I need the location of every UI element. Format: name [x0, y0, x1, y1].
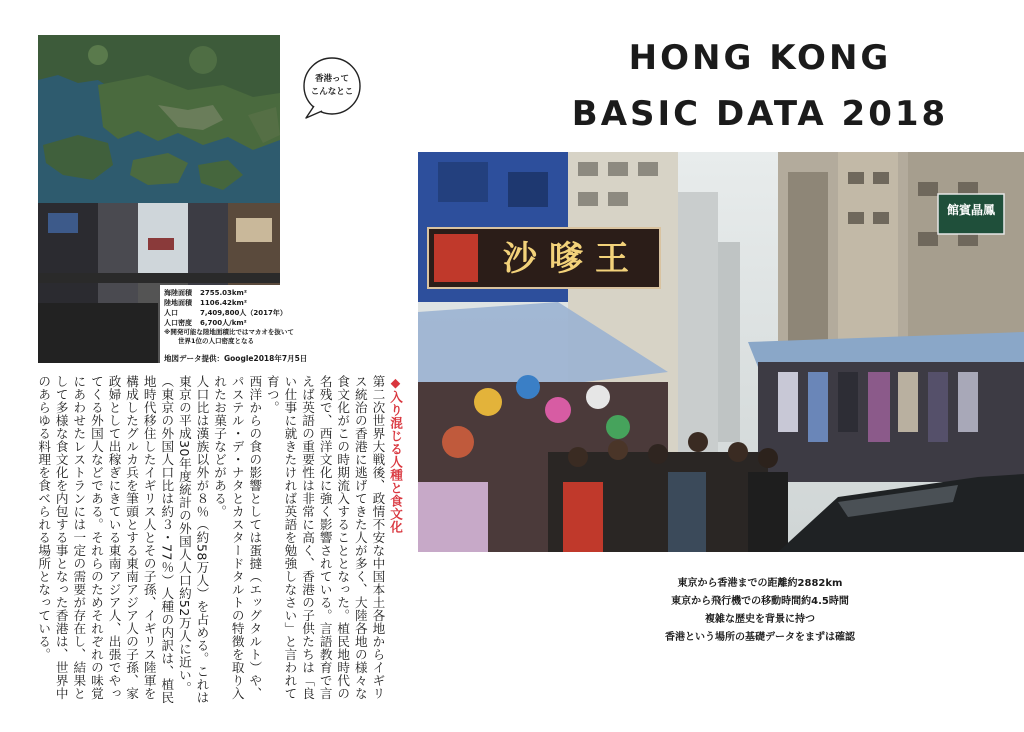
article-paragraph: 第二次世界大戦後、政情不安な中国本土各地からイギリス統治の香港に逃げてきた人が多く、大陸各地の様々な食文化がこの時期流入することとなった。植民地時代の名残で、西洋文化に強く影響されている。言語教育で言えば英語の重要性は非常に高く、香港の子供たちは「良い仕事に就きたければ英語を勉強しなさい」と言われて育つ。	[264, 375, 386, 700]
market-street-photo	[418, 152, 1024, 552]
article-heading: ◆入り混じる人種と食文化	[388, 375, 403, 534]
bubble-line2: こんなとこ	[310, 87, 354, 97]
page-title	[560, 30, 960, 142]
stat-row	[164, 318, 310, 328]
article-paragraph: 人口比は漢族以外が８％（約58万人）を占める。これは東京の平成30年度統計の外国人人口約52万人に近い。（東京の外国人口比は約３・77％）人種の内訳は、植民地時代移住したイギリス人とその子孫、イギリス陸軍を構成したグルカ兵を筆頭とする東南アジア人の子孫、家政婦として出稼ぎにきている東南アジア人、出張でやってくる外国人などである。それらのためそれぞれの味覚にあわせたレストランには一定の需要が存在し、結果として多様な食文化を内包する事となった香港は、世界中のあらゆる料理を食べられる場所となっている。	[36, 375, 210, 704]
caption-line: 東京から香港までの距離約2882km	[677, 578, 843, 589]
stat-label: 陸地面積	[164, 299, 192, 307]
stat-row	[164, 288, 310, 298]
stat-value: 1106.42km²	[200, 299, 247, 307]
stat-label: 人口密度	[164, 319, 192, 327]
caption-line: 香港という場所の基礎データをまずは確認	[665, 632, 855, 643]
stats-note-line2: 世界1位の人口密度となる	[178, 337, 255, 345]
title-line1: HONG KONG	[628, 38, 892, 78]
article-paragraph: 西洋からの食の影響としては蛋撻（エッグタルト）や、パステル・デ・ナタとカスタードタルトの特徴を取り入れたお菓子などがある。	[212, 375, 263, 700]
article-body	[34, 375, 404, 705]
stat-row	[164, 308, 310, 318]
photo-caption	[600, 575, 920, 647]
main-sign-text: 沙嗲王	[503, 239, 641, 279]
title-line2: BASIC DATA 2018	[571, 94, 949, 134]
stat-value: 2755.03km²	[200, 289, 247, 297]
caption-line: 東京から飛行機での移動時間約4.5時間	[671, 596, 849, 607]
caption-line: 複雑な歴史を背景に持つ	[705, 614, 815, 625]
stat-value: 7,409,800人（2017年）	[200, 309, 287, 317]
bubble-line1: 香港って	[314, 74, 349, 84]
map-credit: 地図データ提供：Google2018年7月5日	[164, 354, 308, 363]
stat-row	[164, 298, 310, 308]
green-sign-text: 館賓晶鳳	[946, 203, 995, 217]
stat-value: 6,700人/km²	[200, 319, 247, 327]
hong-kong-map	[38, 35, 280, 203]
speech-bubble	[300, 56, 364, 120]
stats-note-line1: ※開発可能な陸地面積比ではマカオを抜いて	[164, 328, 294, 336]
stat-label: 海陸面積	[164, 289, 192, 297]
stat-label: 人口	[164, 309, 178, 317]
